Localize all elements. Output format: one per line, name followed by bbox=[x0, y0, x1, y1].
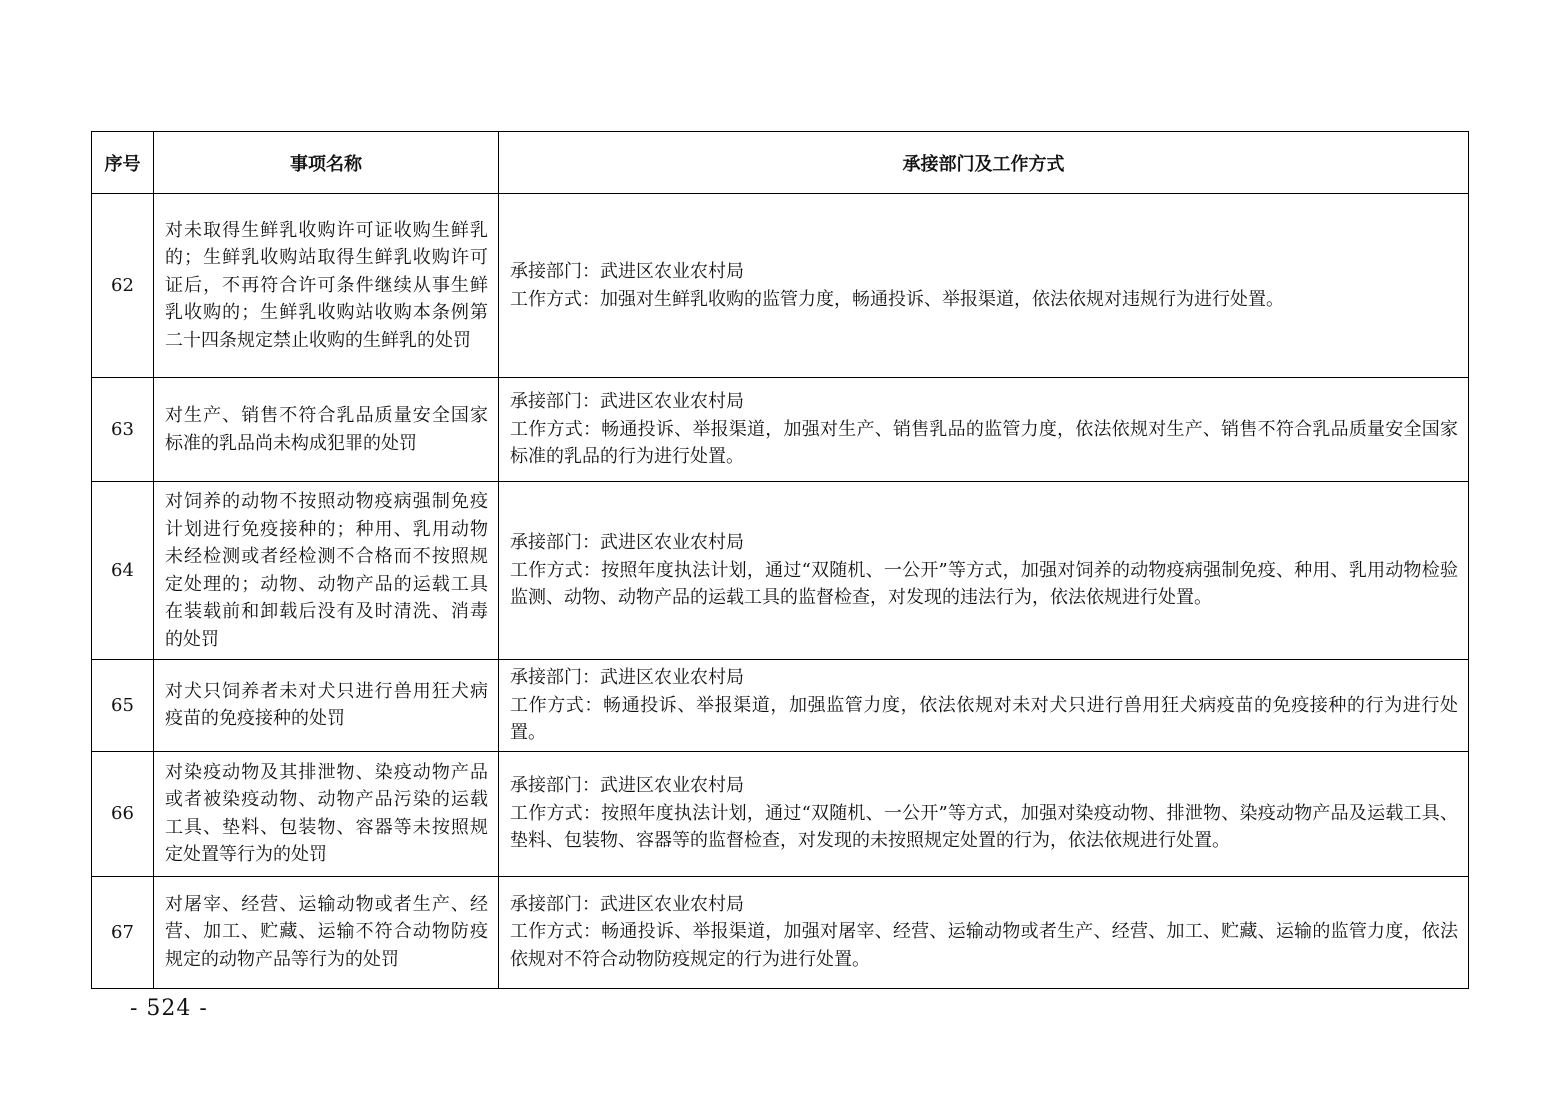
row-department-method bbox=[499, 378, 1469, 482]
department-text: 承接部门：武进区农业农村局 bbox=[510, 532, 744, 554]
row-serial-number: 65 bbox=[92, 660, 154, 752]
header-department-method: 承接部门及工作方式 bbox=[499, 132, 1469, 194]
page-number: - 524 - bbox=[130, 996, 208, 1021]
department-text: 承接部门：武进区农业农村局 bbox=[510, 667, 744, 688]
table-row bbox=[92, 751, 1469, 876]
method-text: 工作方式：畅通投诉、举报渠道，加强对生产、销售乳品的监管力度，依法依规对生产、销售不符合乳品质量安全国家标准的乳品的行为进行处置。 bbox=[510, 418, 1458, 468]
method-text: 工作方式：按照年度执法计划，通过“双随机、一公开”等方式，加强对饲养的动物疫病强制免疫、种用、乳用动物检验监测、动物、动物产品的运载工具的监督检查，对发现的违法行为，依法依规进行处置。 bbox=[510, 559, 1458, 609]
department-text: 承接部门：武进区农业农村局 bbox=[510, 261, 744, 282]
department-text: 承接部门：武进区农业农村局 bbox=[510, 893, 744, 915]
table-header-row bbox=[92, 132, 1469, 194]
table-row bbox=[92, 194, 1469, 378]
department-text: 承接部门：武进区农业农村局 bbox=[510, 391, 744, 413]
row-serial-number: 63 bbox=[92, 378, 154, 482]
row-department-method bbox=[499, 482, 1469, 660]
header-serial-number: 序号 bbox=[92, 132, 154, 194]
row-item-name: 对染疫动物及其排泄物、染疫动物产品或者被染疫动物、动物产品污染的运载工具、垫料、包装物、容器等未按照规定处置等行为的处罚 bbox=[154, 751, 499, 876]
row-item-name: 对生产、销售不符合乳品质量安全国家标准的乳品尚未构成犯罪的处罚 bbox=[154, 378, 499, 482]
table-row bbox=[92, 482, 1469, 660]
table-row bbox=[92, 876, 1469, 988]
row-item-name: 对未取得生鲜乳收购许可证收购生鲜乳的；生鲜乳收购站取得生鲜乳收购许可证后，不再符合许可条件继续从事生鲜乳收购的；生鲜乳收购站收购本条例第二十四条规定禁止收购的生鲜乳的处罚 bbox=[154, 194, 499, 378]
row-serial-number: 67 bbox=[92, 876, 154, 988]
row-serial-number: 66 bbox=[92, 751, 154, 876]
row-item-name: 对屠宰、经营、运输动物或者生产、经营、加工、贮藏、运输不符合动物防疫规定的动物产品等行为的处罚 bbox=[154, 876, 499, 988]
row-department-method bbox=[499, 660, 1469, 752]
row-serial-number: 62 bbox=[92, 194, 154, 378]
method-text: 工作方式：按照年度执法计划，通过“双随机、一公开”等方式，加强对染疫动物、排泄物、染疫动物产品及运载工具、垫料、包装物、容器等的监督检查，对发现的未按照规定处置的行为，依法依规进行处置。 bbox=[510, 802, 1458, 852]
row-department-method bbox=[499, 751, 1469, 876]
department-text: 承接部门：武进区农业农村局 bbox=[510, 775, 744, 797]
row-item-name: 对饲养的动物不按照动物疫病强制免疫计划进行免疫接种的；种用、乳用动物未经检测或者经检测不合格而不按照规定处理的；动物、动物产品的运载工具在装载前和卸载后没有及时清洗、消毒的处罚 bbox=[154, 482, 499, 660]
row-serial-number: 64 bbox=[92, 482, 154, 660]
header-item-name: 事项名称 bbox=[154, 132, 499, 194]
method-text: 工作方式：畅通投诉、举报渠道，加强对屠宰、经营、运输动物或者生产、经营、加工、贮藏、运输的监管力度，依法依规对不符合动物防疫规定的行为进行处置。 bbox=[510, 921, 1458, 970]
row-department-method bbox=[499, 194, 1469, 378]
table-row bbox=[92, 378, 1469, 482]
method-text: 工作方式：加强对生鲜乳收购的监管力度，畅通投诉、举报渠道，依法依规对违规行为进行处置。 bbox=[510, 288, 1284, 310]
table-row bbox=[92, 660, 1469, 752]
row-item-name: 对犬只饲养者未对犬只进行兽用狂犬病疫苗的免疫接种的处罚 bbox=[154, 660, 499, 752]
items-table bbox=[91, 131, 1469, 989]
row-department-method bbox=[499, 876, 1469, 988]
method-text: 工作方式：畅通投诉、举报渠道，加强监管力度，依法依规对未对犬只进行兽用狂犬病疫苗的免疫接种的行为进行处置。 bbox=[510, 694, 1458, 743]
